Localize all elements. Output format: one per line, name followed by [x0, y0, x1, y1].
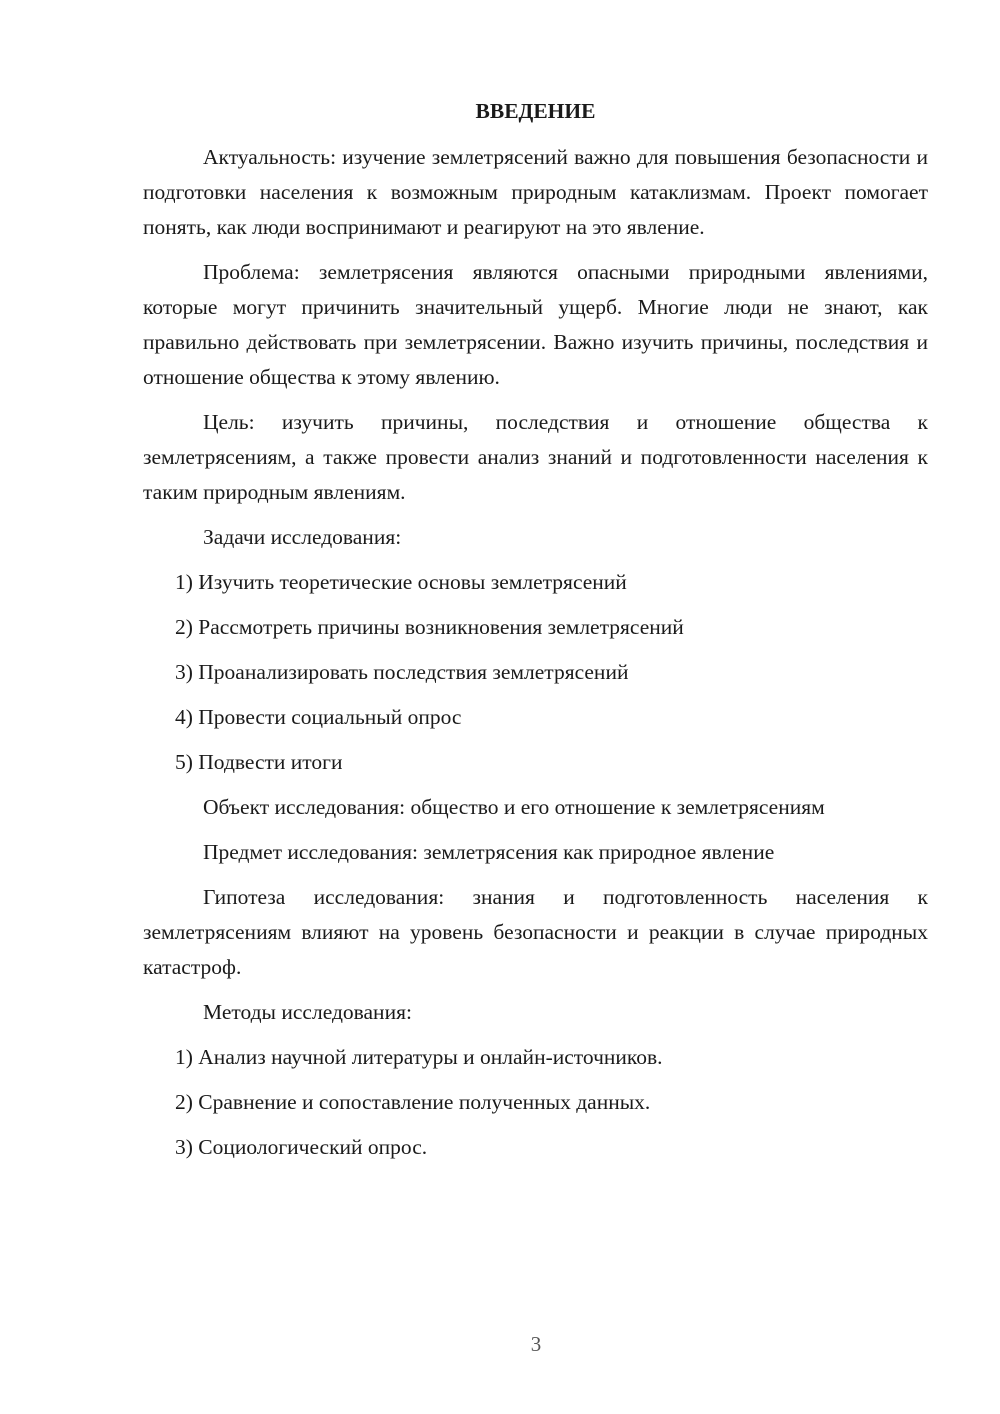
list-item: 5) Подвести итоги [175, 750, 343, 774]
list-item: 3) Проанализировать последствия землетрясений [175, 660, 629, 684]
problem-paragraph: Проблема: землетрясения являются опасными природными явлениями, которые могут причинить значительный ущерб. Многие люди не знают, как правильно действовать при землетрясении. Важно изучить причины, последствия и отношение общества к этому явлению. [143, 260, 928, 389]
document-page [143, 96, 928, 1175]
methods-list [143, 1040, 928, 1165]
goal-paragraph: Цель: изучить причины, последствия и отношение общества к землетрясениям, а также провести анализ знаний и подготовленности населения к таким природным явлениям. [143, 410, 928, 504]
subject-line: Предмет исследования: землетрясения как природное явление [203, 840, 775, 864]
object-line: Объект исследования: общество и его отношение к землетрясениям [203, 795, 825, 819]
page-title: ВВЕДЕНИЕ [475, 99, 596, 123]
methods-heading: Методы исследования: [203, 1000, 412, 1024]
tasks-list [143, 565, 928, 780]
list-item: 2) Сравнение и сопоставление полученных данных. [175, 1090, 651, 1114]
relevance-paragraph: Актуальность: изучение землетрясений важно для повышения безопасности и подготовки населения к возможным природным катаклизмам. Проект помогает понять, как люди воспринимают и реагируют на это явление. [143, 145, 928, 239]
tasks-heading: Задачи исследования: [203, 525, 402, 549]
list-item: 3) Социологический опрос. [175, 1135, 428, 1159]
list-item: 2) Рассмотреть причины возникновения землетрясений [175, 615, 684, 639]
list-item: 1) Анализ научной литературы и онлайн-источников. [175, 1045, 663, 1069]
page-number: 3 [530, 1332, 542, 1356]
list-item: 4) Провести социальный опрос [175, 705, 462, 729]
list-item: 1) Изучить теоретические основы землетрясений [175, 570, 627, 594]
hypothesis-paragraph: Гипотеза исследования: знания и подготовленность населения к землетрясениям влияют на уровень безопасности и реакции в случае природных катастроф. [143, 885, 928, 979]
